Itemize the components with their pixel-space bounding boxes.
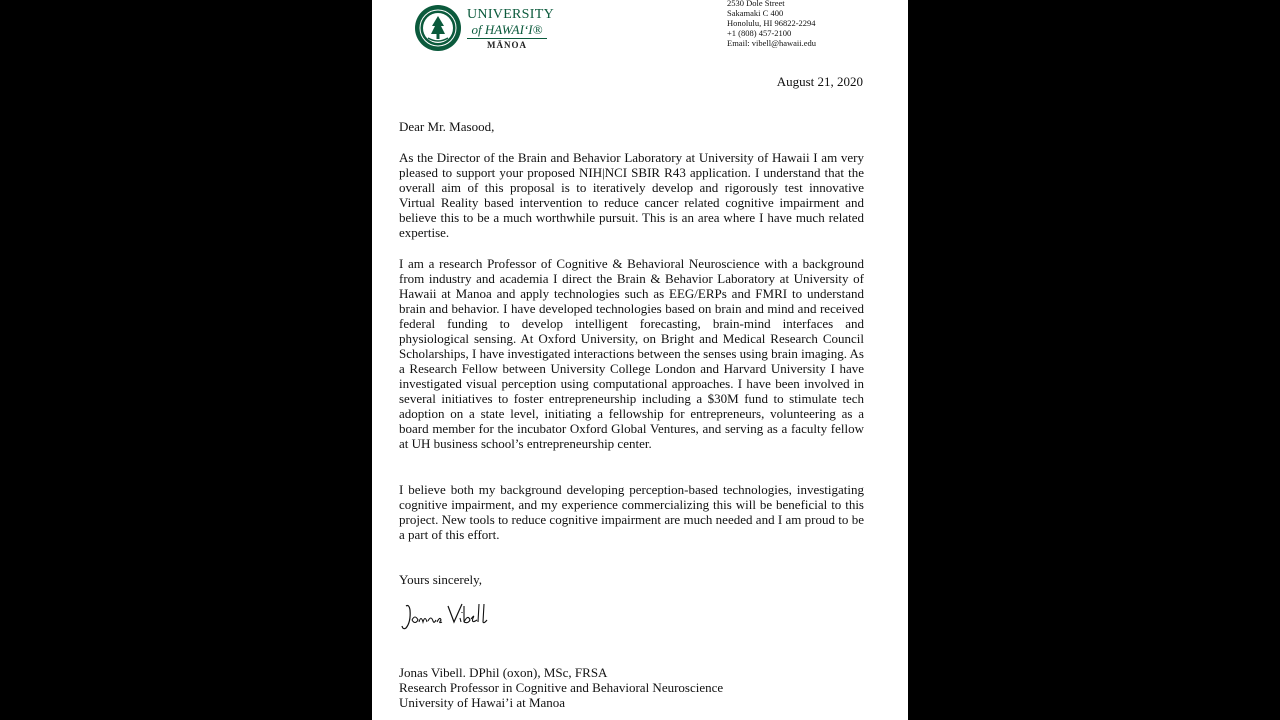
salutation: Dear Mr. Masood,: [399, 119, 495, 134]
body-paragraph-3: I believe both my background developing perception-based technologies, investigating cognitive impairment, and my experience commercializing this will be beneficial to this project. New tools to reduce cognitive impairment are much needed and I am proud to be a part of this effort.: [399, 482, 864, 542]
signer-name: Jonas Vibell. DPhil (oxon), MSc, FRSA: [399, 665, 608, 680]
university-seal-icon: [414, 4, 462, 52]
address-email: Email: vibell@hawaii.edu: [727, 38, 817, 48]
closing: Yours sincerely,: [399, 572, 483, 587]
body-paragraph-1: As the Director of the Brain and Behavior Laboratory at University of Hawaii I am very pleased to support your proposed NIH|NCI SBIR R43 application. I understand that the overall aim of this proposal is to iteratively develop and rigorously test innovative Virtual Reality based intervention to reduce cancer related cognitive impairment and believe this to be a much worthwhile pursuit. This is an area where I have much related expertise.: [399, 150, 864, 240]
address-line: Honolulu, HI 96822-2294: [727, 18, 816, 28]
university-line3: MĀNOA: [487, 40, 527, 50]
address-line: 2530 Dole Street: [727, 0, 785, 8]
letter-date: August 21, 2020: [776, 74, 863, 89]
address-line: Sakamaki C 400: [727, 8, 784, 18]
letterhead-address: [727, 0, 816, 48]
university-line1: UNIVERSITY: [467, 7, 554, 22]
handwritten-signature: [400, 600, 490, 634]
university-line2: of HAWAI‘I®: [467, 22, 547, 39]
letter-page: [372, 0, 908, 720]
university-wordmark: [467, 7, 554, 51]
signature-block: [399, 665, 723, 710]
signer-affiliation: University of Hawai’i at Manoa: [399, 695, 566, 710]
address-phone: +1 (808) 457-2100: [727, 28, 792, 38]
body-paragraph-2: I am a research Professor of Cognitive & Behavioral Neuroscience with a background from industry and academia I direct the Brain & Behavior Laboratory at University of Hawaii at Manoa and apply technologies such as EEG/ERPs and FMRI to understand brain and behavior. I have developed technologies based on brain and mind and received federal funding to develop intelligent forecasting, brain-mind interfaces and physiological sensing. At Oxford University, on Bright and Medical Research Council Scholarships, I have investigated interactions between the senses using brain imaging. As a Research Fellow between University College London and Harvard University I have investigated visual perception using computational approaches. I have been involved in several initiatives to foster entrepreneurship including a $30M fund to stimulate tech adoption on a state level, initiating a fellowship for entrepreneurs, volunteering as a board member for the incubator Oxford Global Ventures, and serving as a faculty fellow at UH business school’s entrepreneurship center.: [399, 256, 864, 451]
signer-title: Research Professor in Cognitive and Behavioral Neuroscience: [399, 680, 724, 695]
